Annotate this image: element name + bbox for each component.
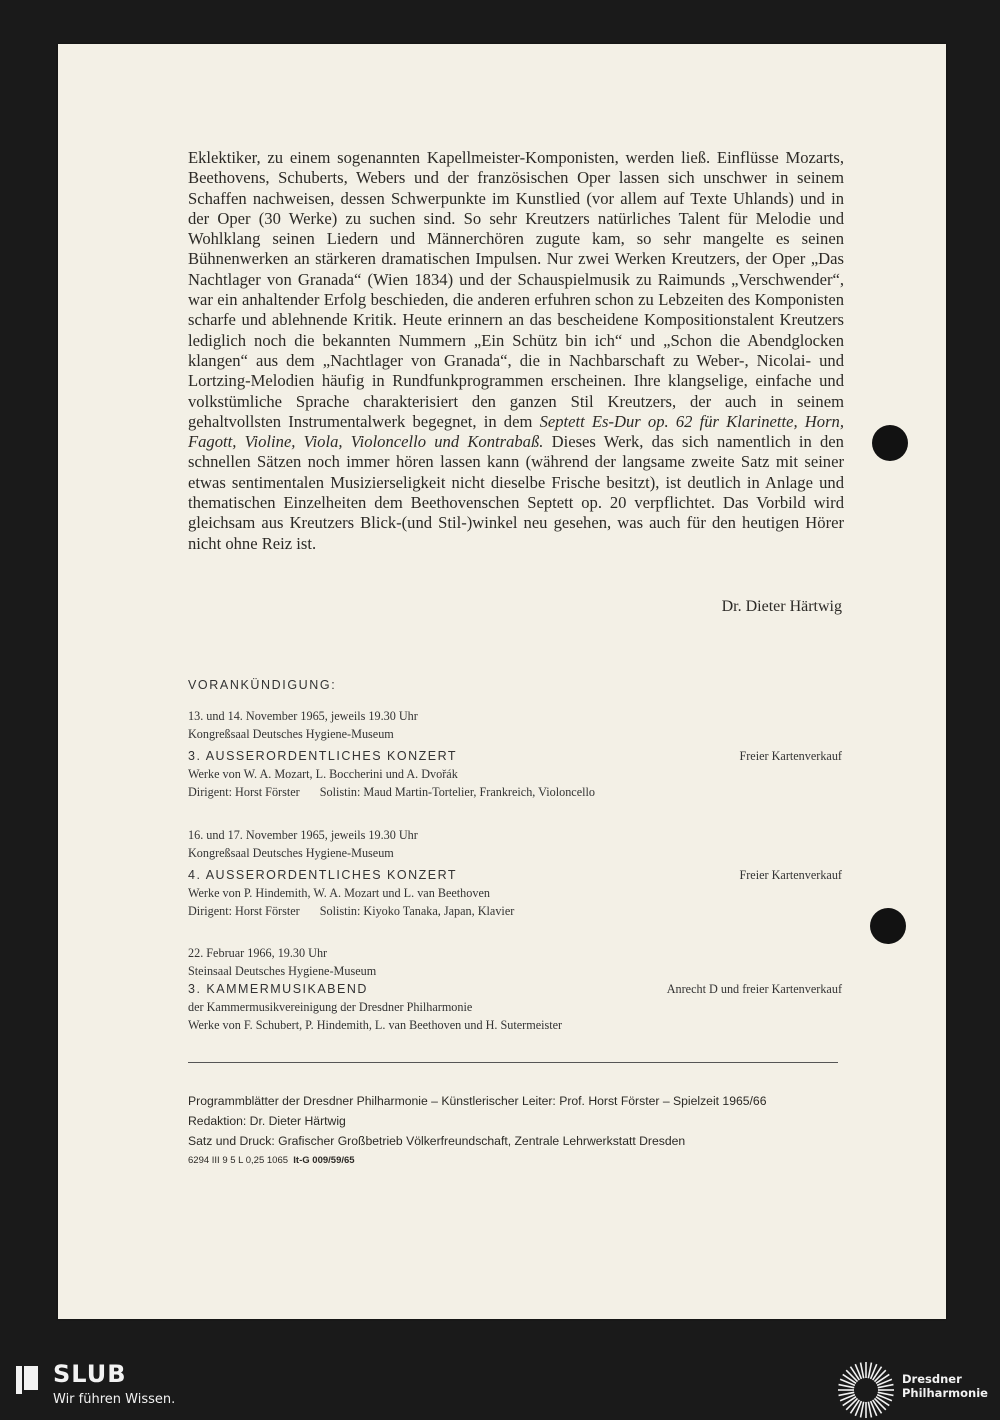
event-item bbox=[188, 944, 842, 1034]
event-title: 4. AUSSERORDENTLICHES KONZERT bbox=[188, 868, 458, 882]
event-soloist: Solistin: Maud Martin-Tortelier, Frankreich, Violoncello bbox=[319, 785, 595, 799]
event-date: 16. und 17. November 1965, jeweils 19.30 Uhr bbox=[188, 828, 418, 842]
slub-book-icon bbox=[16, 1366, 38, 1394]
imprint-editor: Redaktion: Dr. Dieter Härtwig bbox=[188, 1114, 346, 1128]
event-works: Werke von W. A. Mozart, L. Boccherini und A. Dvořák bbox=[188, 767, 458, 781]
imprint-series: Programmblätter der Dresdner Philharmonie – Künstlerischer Leiter: Prof. Horst Förster – Spielzeit 1965/66 bbox=[188, 1094, 767, 1108]
event-soloist: Solistin: Kiyoko Tanaka, Japan, Klavier bbox=[319, 904, 515, 918]
license-code: It-G 009/59/65 bbox=[293, 1155, 355, 1166]
event-ensemble: der Kammermusikvereinigung der Dresdner Philharmonie bbox=[188, 1000, 473, 1014]
punch-hole bbox=[872, 425, 908, 461]
event-item bbox=[188, 826, 842, 920]
essay-text bbox=[188, 148, 844, 554]
philharmonie-name bbox=[902, 1372, 988, 1400]
event-venue: Kongreßsaal Deutsches Hygiene-Museum bbox=[188, 846, 394, 860]
event-date: 13. und 14. November 1965, jeweils 19.30 Uhr bbox=[188, 709, 418, 723]
event-venue: Kongreßsaal Deutsches Hygiene-Museum bbox=[188, 727, 394, 741]
event-title-row bbox=[188, 980, 842, 998]
philharmonie-name-line1: Dresdner bbox=[902, 1372, 962, 1386]
essay-paragraph: Dieses Werk, das sich namentlich in den schnellen Sätzen noch immer hören lassen kann (während der langsame zweite Satz mit seiner etwas sentimentalen Musizierseligkeit nicht dieselbe Frische besitzt), ist deutlich in Anlage und thematischen Einzelheiten dem Beethovenschen Septett op. 20 verpflichtet. Das Vorbild wird gleichsam aus Kreutzers Blick-(und Stil-)winkel neu gesehen, was auch für den heutigen Hörer nicht ohne Reiz ist. bbox=[188, 432, 844, 553]
slub-name: SLUB bbox=[53, 1360, 127, 1388]
punch-hole bbox=[870, 908, 906, 944]
event-item bbox=[188, 707, 842, 801]
event-title-row bbox=[188, 866, 842, 884]
event-conductor: Dirigent: Horst Förster bbox=[188, 785, 300, 799]
event-title-row bbox=[188, 747, 842, 765]
event-works: Werke von F. Schubert, P. Hindemith, L. van Beethoven und H. Sutermeister bbox=[188, 1018, 563, 1032]
imprint-printer: Satz und Druck: Grafischer Großbetrieb Völkerfreundschaft, Zentrale Lehrwerkstatt Dresden bbox=[188, 1134, 686, 1148]
imprint bbox=[188, 1091, 766, 1171]
philharmonie-name-line2: Philharmonie bbox=[902, 1386, 988, 1400]
event-tickets: Freier Kartenverkauf bbox=[739, 868, 842, 882]
essay-work-title: Septett Es-Dur op. 62 für Klarinette, Horn, Fagott, Violine, Viola, Violoncello und Kontrabaß. bbox=[188, 411, 844, 452]
event-works: Werke von P. Hindemith, W. A. Mozart und L. van Beethoven bbox=[188, 886, 490, 900]
event-date: 22. Februar 1966, 19.30 Uhr bbox=[188, 946, 328, 960]
announcements-heading: VORANKÜNDIGUNG: bbox=[188, 678, 337, 692]
event-conductor: Dirigent: Horst Förster bbox=[188, 904, 300, 918]
event-title: 3. KAMMERMUSIKABEND bbox=[188, 982, 368, 996]
philharmonie-sunburst-icon bbox=[836, 1360, 896, 1420]
print-code: 6294 III 9 5 L 0,25 1065 bbox=[188, 1155, 289, 1166]
imprint-codes bbox=[188, 1151, 766, 1171]
event-performers bbox=[188, 783, 842, 801]
essay-author: Dr. Dieter Härtwig bbox=[721, 598, 842, 615]
essay-paragraph: Eklektiker, zu einem sogenannten Kapellmeister-Komponisten, werden ließ. Einflüsse Mozarts, Beethovens, Schuberts, Webers und der französischen Oper lassen sich unschwer in seinem Schaffen nachweisen, dessen Schwerpunkte im Kunstlied (vor allem auf Texte Uhlands) und in der Oper (30 Werke) zu suchen sind. So sehr Kreutzers natürliches Talent für Melodie und Wohlklang seinen Liedern und Männerchören zugute kam, so sehr mangelte es seinen Bühnenwerken an stärkeren dramatischen Impulsen. Nur zwei Werken Kreutzers, der Oper „Das Nachtlager von Granada“ (Wien 1834) und der Schauspielmusik zu Raimunds „Verschwender“, war ein anhaltender Erfolg beschieden, die anderen erfuhren schon zu Lebzeiten des Komponisten scharfe und ablehnende Kritik. Heute erinnern an das bescheidene Kompositionstalent Kreutzers lediglich noch die bekannten Nummern „Ein Schütz bin ich“ und „Schon die Abendglocken klangen“ aus dem „Nachtlager von Granada“, die in Nachbarschaft zu Weber-, Nicolai- und Lortzing-Melodien häufig in Rundfunkprogrammen erscheinen. Ihre klangselige, einfache und volkstümliche Sprache charakterisiert den ganzen Stil Kreutzers, der auch in seinem gehaltvollsten Instrumentalwerk begegnet, in dem bbox=[188, 148, 844, 431]
event-title: 3. AUSSERORDENTLICHES KONZERT bbox=[188, 749, 458, 763]
slub-slogan: Wir führen Wissen. bbox=[53, 1392, 176, 1407]
divider-line bbox=[188, 1062, 838, 1063]
event-tickets: Anrecht D und freier Kartenverkauf bbox=[666, 982, 842, 996]
event-performers bbox=[188, 902, 842, 920]
event-tickets: Freier Kartenverkauf bbox=[739, 749, 842, 763]
event-venue: Steinsaal Deutsches Hygiene-Museum bbox=[188, 964, 377, 978]
